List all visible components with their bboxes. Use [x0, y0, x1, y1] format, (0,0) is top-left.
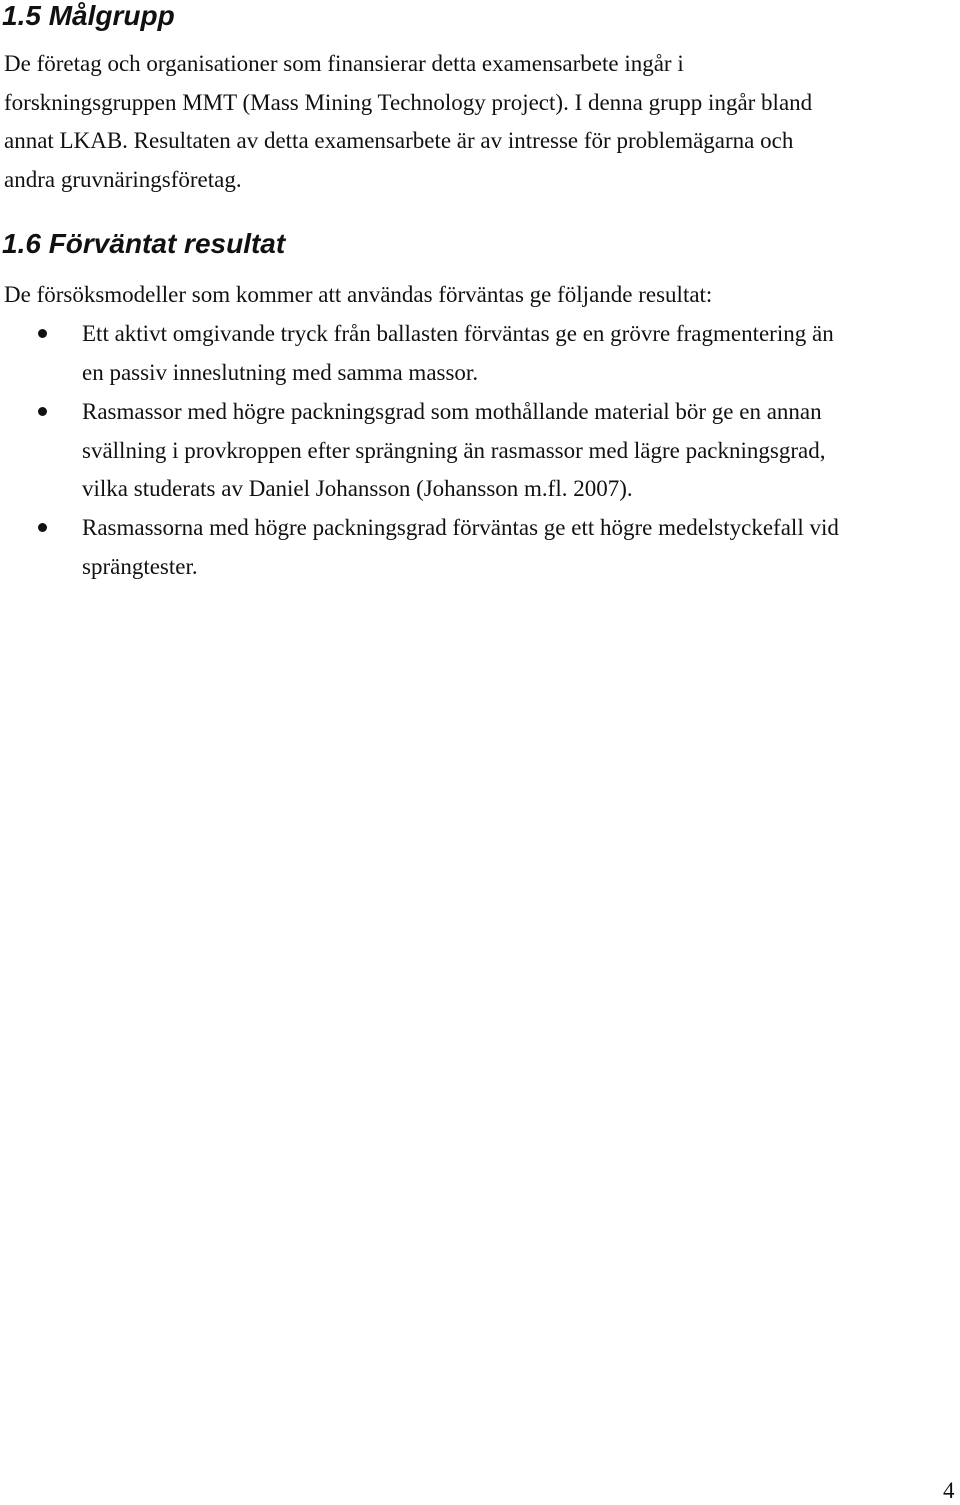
list-item-line: vilka studerats av Daniel Johansson (Johansson m.fl. 2007).	[82, 476, 633, 501]
list-item-line: Rasmassorna med högre packningsgrad förväntas ge ett högre medelstyckefall vid	[82, 515, 839, 540]
intro-text: De försöksmodeller som kommer att användas förväntas ge följande resultat:	[4, 282, 713, 307]
paragraph-line: De företag och organisationer som finansierar detta examensarbete ingår i	[4, 51, 684, 76]
list-item-line: sprängtester.	[82, 554, 198, 579]
bullet-icon	[38, 407, 47, 416]
list-item-line: Rasmassor med högre packningsgrad som mothållande material bör ge en annan	[82, 399, 822, 424]
section-heading-malgrupp: 1.5 Målgrupp	[2, 0, 175, 31]
paragraph-line: annat LKAB. Resultaten av detta examensarbete är av intresse för problemägarna och	[4, 128, 794, 153]
list-item-line: en passiv inneslutning med samma massor.	[82, 360, 479, 385]
bullet-icon	[38, 329, 47, 338]
page-number: 4	[943, 1478, 955, 1503]
paragraph-line: andra gruvnäringsföretag.	[4, 167, 242, 192]
section-heading-forvantat-resultat: 1.6 Förväntat resultat	[2, 228, 286, 259]
paragraph-line: forskningsgruppen MMT (Mass Mining Technology project). I denna grupp ingår bland	[4, 90, 813, 115]
list-item-line: Ett aktivt omgivande tryck från ballasten förväntas ge en grövre fragmentering än	[82, 321, 834, 346]
list-item-line: svällning i provkroppen efter sprängning än rasmassor med lägre packningsgrad,	[82, 438, 826, 463]
bullet-icon	[38, 523, 47, 532]
